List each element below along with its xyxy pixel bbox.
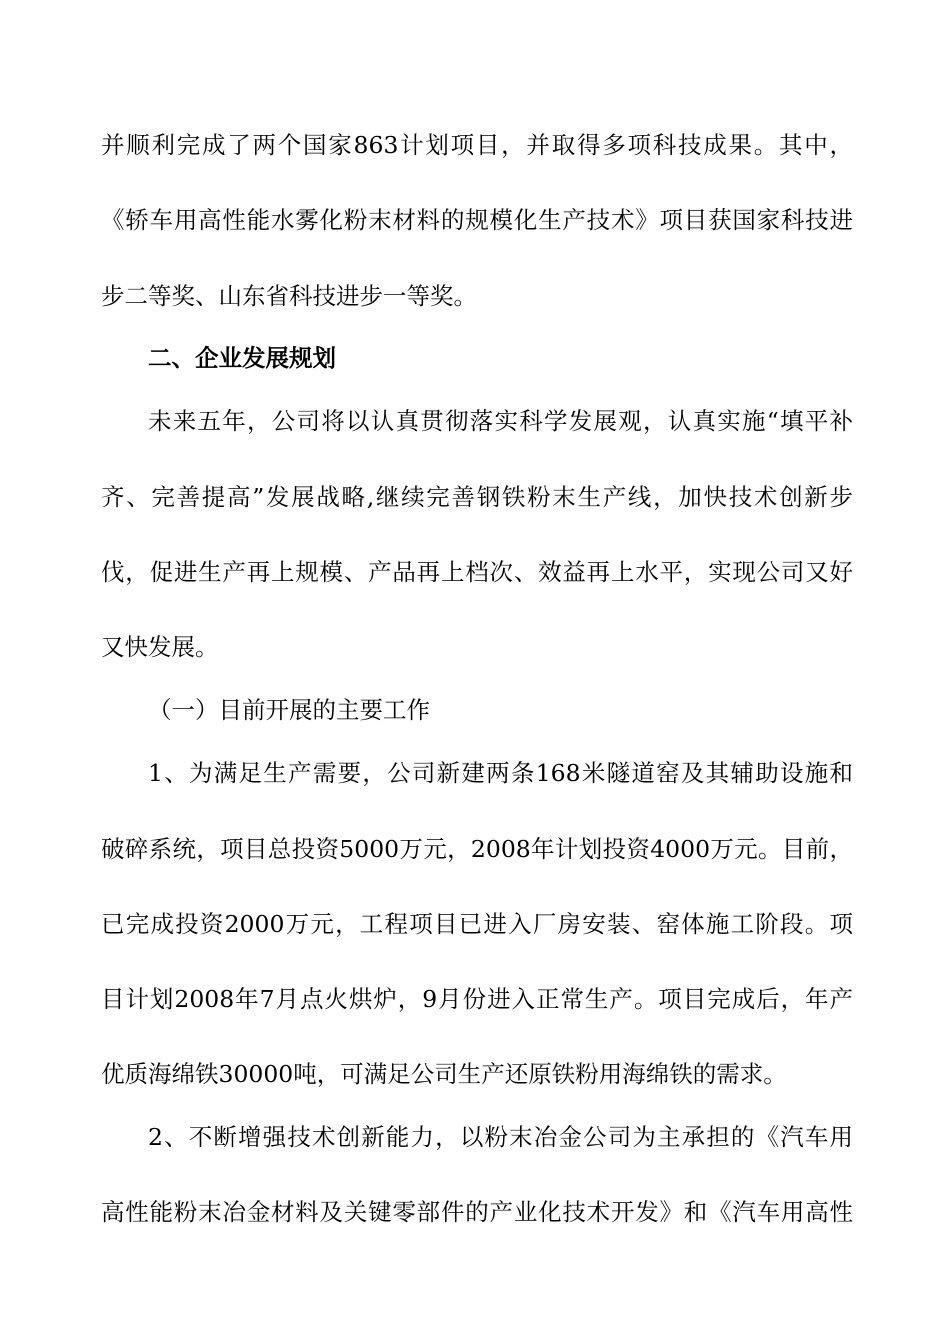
body-text-line: 步二等奖、山东省科技进步一等奖。 (101, 282, 477, 310)
body-text-line: 目计划2008年7月点火烘炉，9月份进入正常生产。项目完成后，年产 (101, 985, 853, 1013)
body-text-line: 齐、完善提高”发展战略,继续完善钢铁粉末生产线，加快技术创新步 (101, 483, 853, 511)
paragraph-first-line: 1、为满足生产需要，公司新建两条168米隧道窑及其辅助设施和 (148, 759, 853, 787)
body-text-line: 高性能粉末冶金材料及关键零部件的产业化技术开发》和《汽车用高性 (101, 1198, 853, 1226)
body-text-line: 并顺利完成了两个国家863计划项目，并取得多项科技成果。其中， (101, 131, 853, 159)
section-heading: 二、企业发展规划 (148, 344, 336, 372)
body-text-line: 优质海绵铁30000吨，可满足公司生产还原铁粉用海绵铁的需求。 (101, 1060, 787, 1088)
paragraph-first-line: 未来五年，公司将以认真贯彻落实科学发展观，认真实施“填平补 (148, 407, 853, 435)
body-text-line: 《轿车用高性能水雾化粉末材料的规模化生产技术》项目获国家科技进 (101, 206, 853, 234)
body-text-line: 伐，促进生产再上规模、产品再上档次、效益再上水平，实现公司又好 (101, 558, 853, 586)
subsection-heading: （一）目前开展的主要工作 (148, 696, 430, 724)
paragraph-first-line: 2、不断增强技术创新能力，以粉末冶金公司为主承担的《汽车用 (148, 1123, 853, 1151)
body-text-line: 已完成投资2000万元，工程项目已进入厂房安装、窑体施工阶段。项 (101, 910, 853, 938)
body-text-line: 又快发展。 (101, 633, 219, 661)
body-text-line: 破碎系统，项目总投资5000万元，2008年计划投资4000万元。目前， (101, 835, 853, 863)
